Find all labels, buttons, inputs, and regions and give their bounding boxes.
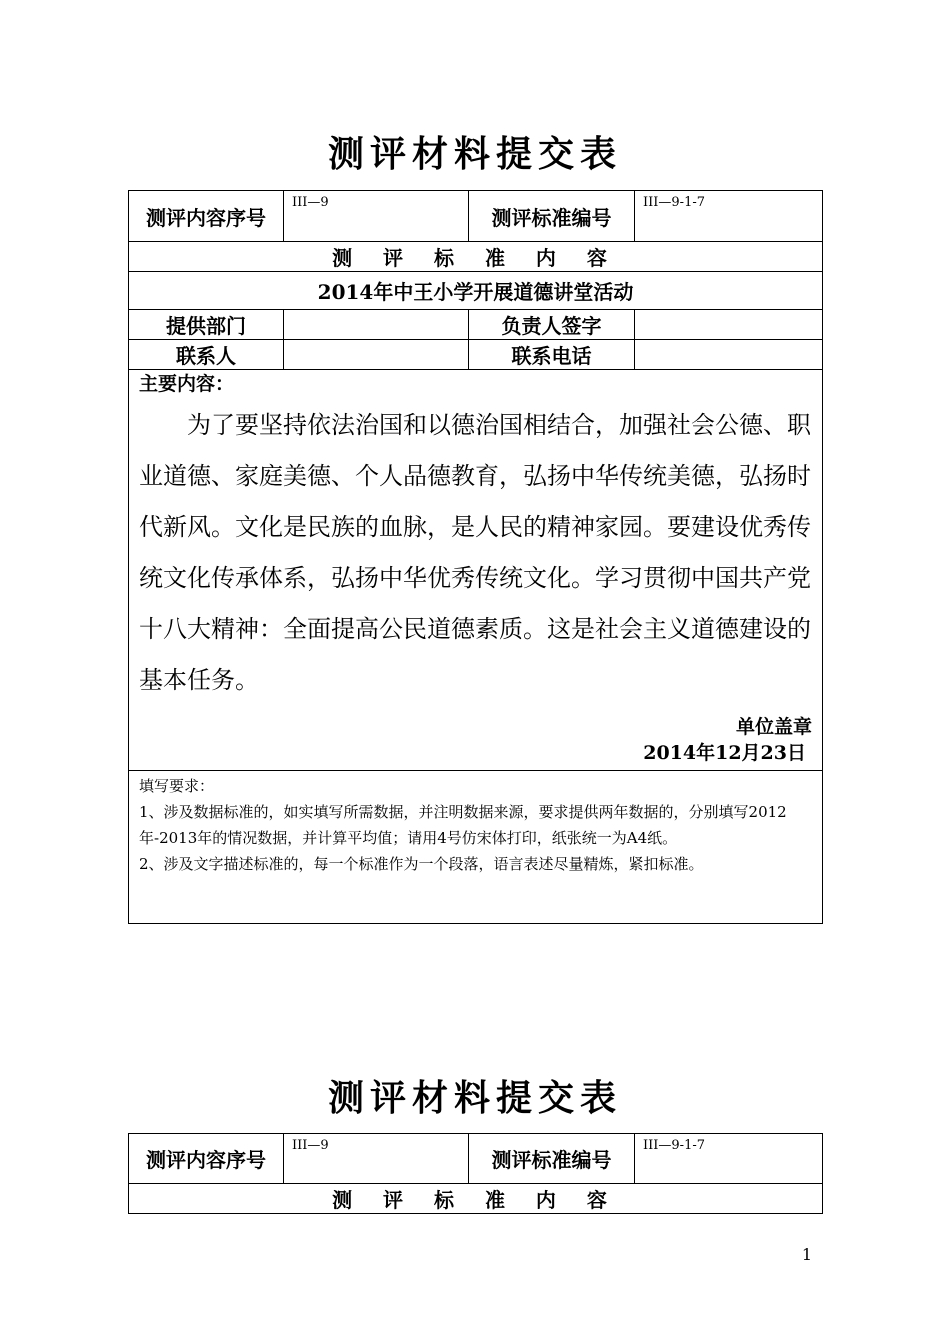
standard-no-label: 测评标准编号	[469, 191, 635, 242]
sign-date: 2014年12月23日	[643, 742, 806, 764]
dept-label: 提供部门	[129, 310, 284, 340]
submission-form-2	[128, 1133, 823, 1214]
contact-label: 联系人	[129, 340, 284, 370]
content-no-value: III—9	[284, 191, 469, 242]
dept-field[interactable]	[284, 310, 469, 340]
standard-no-label: 测评标准编号	[469, 1134, 635, 1184]
requirement-item-1: 1、涉及数据标准的，如实填写所需数据，并注明数据来源，要求提供两年数据的，分别填写2012年-2013年的情况数据，并计算平均值；请用4号仿宋体打印，纸张统一为A4纸。	[139, 803, 787, 847]
unit-seal: 单位盖章	[735, 716, 812, 738]
content-no-label: 测评内容序号	[129, 1134, 284, 1184]
main-content-body: 为了要坚持依法治国和以德治国相结合，加强社会公德、职业道德、家庭美德、个人品德教育，弘扬中华传统美德，弘扬时代新风。文化是民族的血脉，是人民的精神家园。要建设优秀传统文化传承体系，弘扬中华优秀传统文化。学习贯彻中国共产党十八大精神：全面提高公民道德素质。这是社会主义道德建设的基本任务。	[139, 411, 811, 694]
standard-content-label: 测 评 标 准 内 容	[129, 1184, 823, 1214]
main-content-heading: 主要内容：	[139, 373, 235, 395]
submission-form	[128, 190, 823, 924]
requirements-cell	[129, 771, 823, 924]
content-no-value: III—9	[284, 1134, 469, 1184]
standard-content-label: 测 评 标 准 内 容	[129, 242, 823, 272]
phone-label: 联系电话	[469, 340, 635, 370]
main-content-cell	[129, 370, 823, 771]
requirement-item-2: 2、涉及文字描述标准的，每一个标准作为一个段落，语言表述尽量精炼，紧扣标准。	[139, 855, 704, 873]
standard-no-value: III—9-1-7	[635, 1134, 823, 1184]
page-title: 测评材料提交表	[327, 133, 622, 175]
page2-title: 测评材料提交表	[327, 1077, 622, 1119]
signer-label: 负责人签字	[469, 310, 635, 340]
signer-field[interactable]	[635, 310, 823, 340]
activity-title: 2014年中王小学开展道德讲堂活动	[129, 272, 823, 310]
contact-field[interactable]	[284, 340, 469, 370]
requirements-heading: 填写要求：	[139, 777, 215, 795]
content-no-label: 测评内容序号	[129, 191, 284, 242]
standard-no-value: III—9-1-7	[635, 191, 823, 242]
phone-field[interactable]	[635, 340, 823, 370]
page-number: 1	[801, 1245, 812, 1264]
